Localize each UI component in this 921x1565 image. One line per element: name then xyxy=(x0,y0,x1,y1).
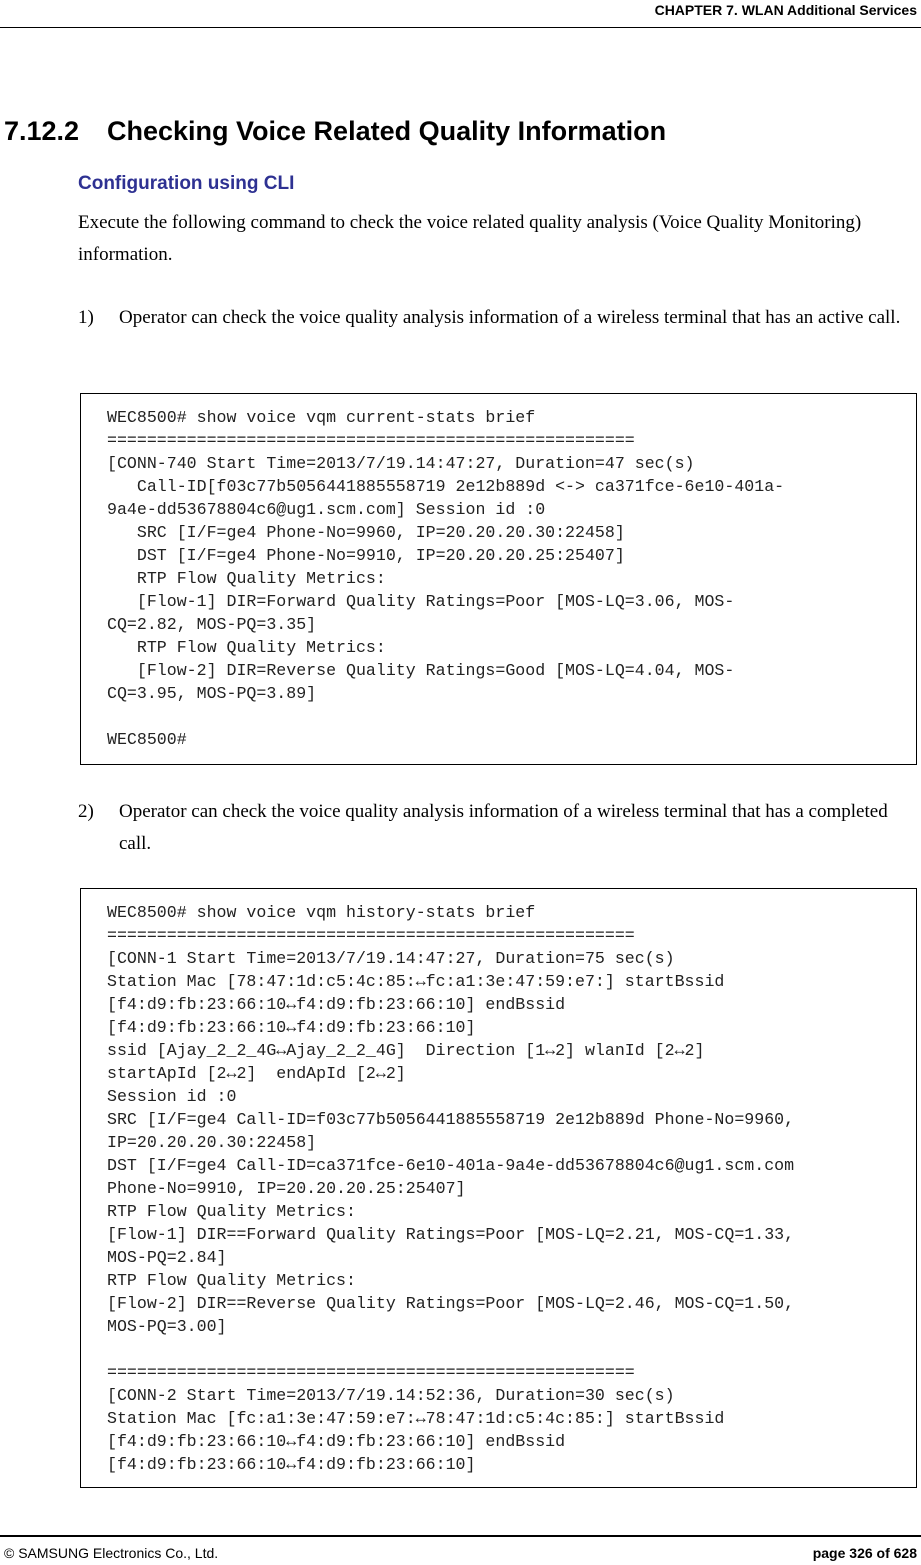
section-title-text: Checking Voice Related Quality Information xyxy=(107,116,667,146)
step-1 xyxy=(78,302,918,334)
section-number: 7.12.2 xyxy=(4,116,80,146)
code-text: WEC8500# show voice vqm current-stats brief ===================================================== [CONN-740 Start Time=2013/7/19.14:47:27, Duration=47 sec(s) Call-ID[f03c77b5056441885558719 2e12b889d <-> ca371fce-6e10-401a- 9a4e-dd53678804c6@ug1.scm.com] Session id :0 SRC [I/F=ge4 Phone-No=9960, IP=20.20.20.30:22458] DST [I/F=ge4 Phone-No=9910, IP=20.20.20.25:25407] RTP Flow Quality Metrics: [Flow-1] DIR=Forward Quality Ratings=Poor [MOS-LQ=3.06, MOS- CQ=2.82, MOS-PQ=3.35] RTP Flow Quality Metrics: [Flow-2] DIR=Reverse Quality Ratings=Good [MOS-LQ=4.04, MOS- CQ=3.95, MOS-PQ=3.89] WEC8500# xyxy=(107,408,785,749)
code-block-current-stats xyxy=(80,393,917,765)
subheading: Configuration using CLI xyxy=(78,173,295,194)
page-number: page 326 of 628 xyxy=(812,1545,917,1561)
code-text: WEC8500# show voice vqm history-stats brief ===================================================== [CONN-1 Start Time=2013/7/19.14:47:27, Duration=75 sec(s) Station Mac [78:47:1d:c5:4c:85:↔fc:a1:3e:47:59:e7:] startBssid [f4:d9:fb:23:66:10↔f4:d9:fb:23:66:10] endBssid [f4:d9:fb:23:66:10↔f4:d9:fb:23:66:10] ssid [Ajay_2_2_4G↔Ajay_2_2_4G] Direction [1↔2] wlanId [2↔2] startApId [2↔2] endApId [2↔2] Session id :0 SRC [I/F=ge4 Call-ID=f03c77b5056441885558719 2e12b889d Phone-No=9960, IP=20.20.20.30:22458] DST [I/F=ge4 Call-ID=ca371fce-6e10-401a-9a4e-dd53678804c6@ug1.scm.com Phone-No=9910, IP=20.20.20.25:25407] RTP Flow Quality Metrics: [Flow-1] DIR==Forward Quality Ratings=Poor [MOS-LQ=2.21, MOS-CQ=1.33, MOS-PQ=2.84] RTP Flow Quality Metrics: [Flow-2] DIR==Reverse Quality Ratings=Poor [MOS-LQ=2.46, MOS-CQ=1.50, MOS-PQ=3.00] ===================================================== [CONN-2 Start Time=2013/7/19.14:52:36, Duration=30 sec(s) Station Mac [fc:a1:3e:47:59:e7:↔78:47:1d:c5:4c:85:] startBssid [f4:d9:fb:23:66:10↔f4:d9:fb:23:66:10] endBssid [f4:d9:fb:23:66:10↔f4:d9:fb:23:66:10] xyxy=(107,903,795,1474)
section-title xyxy=(4,116,666,147)
step-2 xyxy=(78,796,918,860)
intro-paragraph: Execute the following command to check the voice related quality analysis (Voice Quality Monitoring) information. xyxy=(78,212,862,265)
header-divider xyxy=(0,27,921,28)
chapter-header: CHAPTER 7. WLAN Additional Services xyxy=(654,2,917,18)
step-text: Operator can check the voice quality analysis information of a wireless terminal that has an active call. xyxy=(119,307,901,328)
step-number: 1) xyxy=(78,307,94,328)
footer-divider xyxy=(0,1535,921,1537)
step-text: Operator can check the voice quality analysis information of a wireless terminal that has a completed call. xyxy=(119,801,888,854)
copyright: © SAMSUNG Electronics Co., Ltd. xyxy=(4,1545,219,1561)
code-block-history-stats xyxy=(80,888,917,1488)
step-number: 2) xyxy=(78,801,94,822)
